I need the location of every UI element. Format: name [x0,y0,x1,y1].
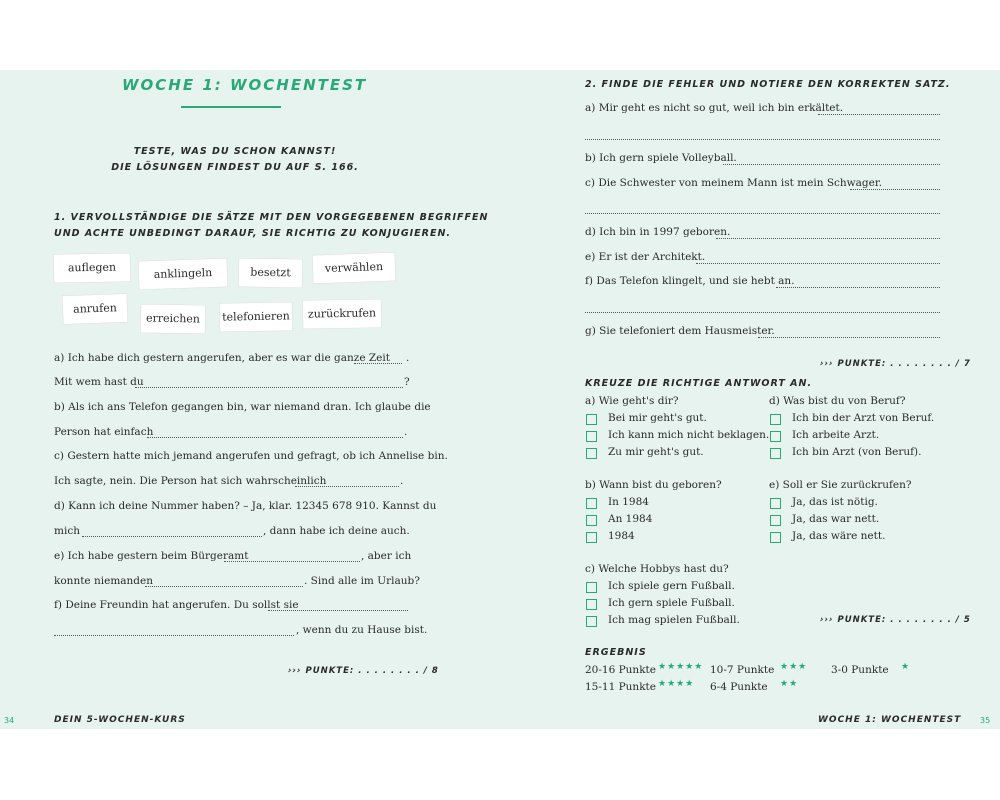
result-range: 20-16 Punkte [585,664,656,676]
answer-blank[interactable] [145,576,303,587]
question-a: a) Wie geht's dir? [585,395,679,407]
exercise-line-b: b) Als ich ans Telefon gegangen bin, war niemand dran. Ich glaube die [54,401,431,413]
answer-blank[interactable] [585,129,940,140]
answer-blank[interactable] [135,377,403,388]
exercise-line: . Sind alle im Urlaub? [304,575,420,587]
correction-item-f: f) Das Telefon klingelt, und sie hebt an. [585,275,795,287]
result-heading: ERGEBNIS [585,647,647,658]
option-label: Ich spiele gern Fußball. [608,580,735,592]
result-range: 15-11 Punkte [585,681,656,693]
exercise-line: Ich sagte, nein. Die Person hat sich wahrscheinlich [54,475,327,487]
answer-blank[interactable] [818,104,940,115]
punctuation: . [400,475,404,487]
exercise-line-d: d) Kann ich deine Nummer haben? – Ja, klar. 12345 678 910. Kannst du [54,500,437,512]
word-chip: verwählen [313,253,396,284]
exercise-line: , wenn du zu Hause bist. [296,624,428,636]
checkbox[interactable] [770,532,781,543]
answer-blank[interactable] [295,476,399,487]
option-label: Ich kann mich nicht beklagen. [608,429,770,441]
word-chip: telefonieren [220,302,292,331]
exercise-line: , aber ich [361,550,412,562]
exercise-line-a: a) Ich habe dich gestern angerufen, aber es war die ganze Zeit [54,352,390,364]
book-spread [0,70,1000,729]
option-label: Ich bin der Arzt von Beruf. [792,412,935,424]
checkbox[interactable] [586,414,597,425]
intro-line-1: TESTE, WAS DU SCHON KANNST! [133,146,337,157]
option-label: Ich bin Arzt (von Beruf). [792,446,922,458]
option-label: Zu mir geht's gut. [608,446,704,458]
answer-blank[interactable] [696,253,940,264]
word-chip: anrufen [63,294,128,324]
word-chip: erreichen [141,304,205,333]
checkbox[interactable] [586,532,597,543]
star-icon: ★★★★★ [658,662,704,672]
punctuation: . [404,426,408,438]
task1-heading-line-2: UND ACHTE UNBEDINGT DARAUF, SIE RICHTIG ZU KONJUGIEREN. [54,228,452,239]
exercise-line-e: e) Ich habe gestern beim Bürgeramt [54,550,249,562]
question-d: d) Was bist du von Beruf? [769,395,906,407]
task2-heading: 2. FINDE DIE FEHLER UND NOTIERE DEN KORREKTEN SATZ. [585,79,951,90]
answer-blank[interactable] [776,277,940,288]
answer-blank[interactable] [716,228,940,239]
answer-blank[interactable] [54,625,294,636]
correction-item-a: a) Mir geht es nicht so gut, weil ich bin erkältet. [585,102,844,114]
checkbox[interactable] [770,515,781,526]
punctuation: . [406,352,410,364]
option-label: Ich mag spielen Fußball. [608,614,740,626]
correction-item-e: e) Er ist der Architekt. [585,251,706,263]
option-label: 1984 [608,530,635,542]
task1-heading-line-1: 1. VERVOLLSTÄNDIGE DIE SÄTZE MIT DEN VORGEGEBENEN BEGRIFFEN [54,212,489,223]
word-chip: anklingeln [139,258,228,289]
correction-item-d: d) Ich bin in 1997 geboren. [585,226,731,238]
option-label: Ja, das war nett. [792,513,880,525]
checkbox[interactable] [586,431,597,442]
checkbox[interactable] [770,414,781,425]
page-number: 35 [980,716,991,725]
footer-title: WOCHE 1: WOCHENTEST [818,715,962,725]
correction-item-c: c) Die Schwester von meinem Mann ist mein Schwager. [585,177,883,189]
question-e: e) Soll er Sie zurückrufen? [769,479,912,491]
correction-item-b: b) Ich gern spiele Volleyball. [585,152,737,164]
checkbox[interactable] [586,616,597,627]
word-chip: auflegen [54,253,130,282]
title-underline [181,106,281,108]
option-label: Ja, das ist nötig. [792,496,878,508]
footer-title: DEIN 5-WOCHEN-KURS [54,715,186,725]
option-label: Ja, das wäre nett. [792,530,886,542]
star-icon: ★★★★ [658,679,695,689]
option-label: Ich gern spiele Fußball. [608,597,735,609]
result-range: 6-4 Punkte [710,681,768,693]
checkbox[interactable] [586,599,597,610]
exercise-line-c: c) Gestern hatte mich jemand angerufen und gefragt, ob ich Annelise bin. [54,450,448,462]
exercise-line: Mit wem hast du [54,376,144,388]
question-c: c) Welche Hobbys hast du? [585,563,729,575]
task3-heading: KREUZE DIE RICHTIGE ANTWORT AN. [585,378,813,389]
exercise-line: konnte niemanden [54,575,153,587]
checkbox[interactable] [586,498,597,509]
option-label: In 1984 [608,496,649,508]
answer-blank[interactable] [850,179,940,190]
answer-blank[interactable] [224,551,360,562]
answer-blank[interactable] [354,353,402,364]
exercise-line: mich [54,525,80,537]
points-counter: ››› PUNKTE: . . . . . . . . / 7 [820,359,971,369]
option-label: Bei mir geht's gut. [608,412,707,424]
result-range: 10-7 Punkte [710,664,775,676]
page-number: 34 [4,716,15,725]
checkbox[interactable] [770,431,781,442]
points-counter: ››› PUNKTE: . . . . . . . . / 8 [288,666,439,676]
checkbox[interactable] [586,448,597,459]
intro-line-2: DIE LÖSUNGEN FINDEST DU AUF S. 166. [111,162,359,173]
checkbox[interactable] [586,515,597,526]
exercise-line: Person hat einfach [54,426,154,438]
result-range: 3-0 Punkte [831,664,889,676]
points-counter: ››› PUNKTE: . . . . . . . . / 5 [820,615,971,625]
exercise-line-f: f) Deine Freundin hat angerufen. Du sollst sie [54,599,299,611]
word-chip: besetzt [239,258,302,287]
answer-blank[interactable] [585,302,940,313]
answer-blank[interactable] [82,526,262,537]
question-b: b) Wann bist du geboren? [585,479,722,491]
word-chip: zurückrufen [303,299,381,328]
checkbox[interactable] [770,448,781,459]
answer-blank[interactable] [758,327,940,338]
star-icon: ★★★ [780,662,808,672]
answer-blank[interactable] [723,154,940,165]
page-title: WOCHE 1: WOCHENTEST [122,76,368,94]
punctuation: ? [404,376,410,388]
answer-blank[interactable] [147,427,403,438]
checkbox[interactable] [586,582,597,593]
answer-blank[interactable] [268,600,408,611]
star-icon: ★★ [780,679,799,689]
answer-blank[interactable] [585,203,940,214]
checkbox[interactable] [770,498,781,509]
option-label: An 1984 [608,513,653,525]
star-icon: ★ [901,662,911,672]
exercise-line: , dann habe ich deine auch. [263,525,410,537]
option-label: Ich arbeite Arzt. [792,429,880,441]
correction-item-g: g) Sie telefoniert dem Hausmeister. [585,325,775,337]
